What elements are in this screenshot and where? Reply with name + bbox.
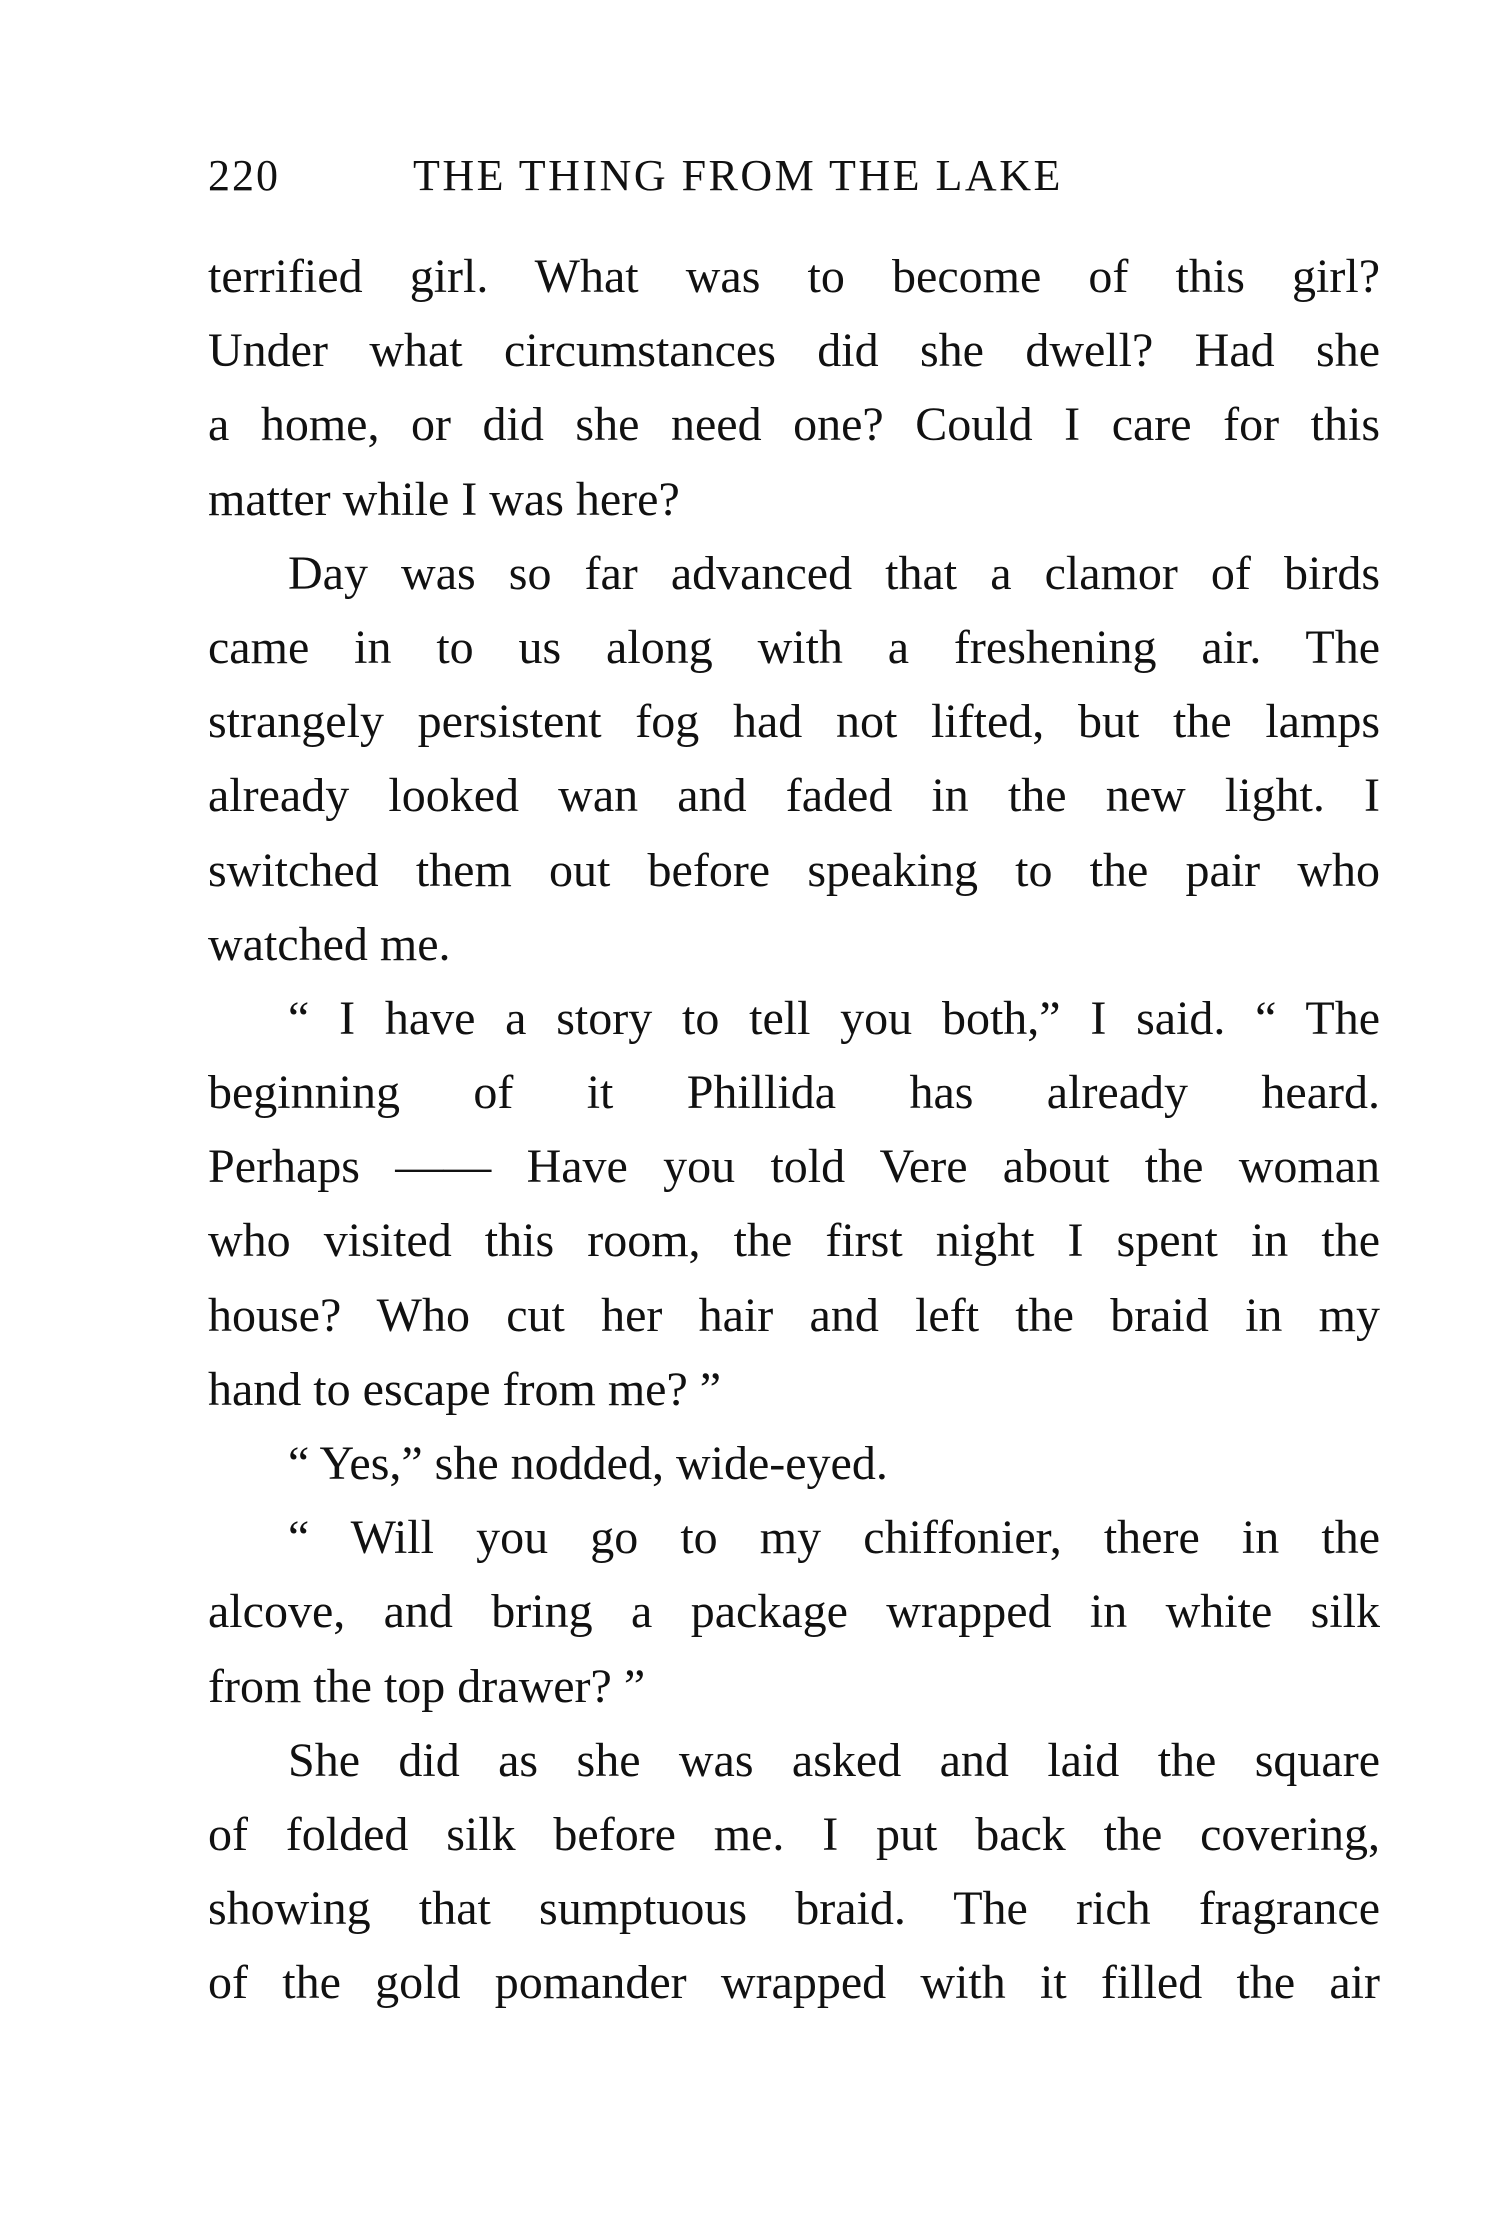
text-line: came in to us along with a freshening air. The xyxy=(208,620,1380,674)
body-text xyxy=(208,240,1380,2021)
text-line: of the gold pomander wrapped with it filled the air xyxy=(208,1956,1380,2010)
text-line: a home, or did she need one? Could I care for this xyxy=(208,398,1380,452)
text-line: showing that sumptuous braid. The rich fragrance xyxy=(208,1882,1380,1936)
running-head xyxy=(208,150,1380,210)
text-line: switched them out before speaking to the pair who xyxy=(208,843,1380,897)
text-line: Day was so far advanced that a clamor of birds xyxy=(288,546,1380,600)
text-line: house? Who cut her hair and left the braid in my xyxy=(208,1288,1380,1342)
text-line: hand to escape from me? ” xyxy=(208,1362,722,1416)
text-line: watched me. xyxy=(208,917,451,971)
page-number: 220 xyxy=(208,151,280,200)
text-line: who visited this room, the first night I spent in the xyxy=(208,1214,1380,1268)
text-line: from the top drawer? ” xyxy=(208,1659,646,1713)
text-line: strangely persistent fog had not lifted, but the lamps xyxy=(208,695,1380,749)
text-line: Perhaps —— Have you told Vere about the woman xyxy=(208,1140,1380,1194)
text-line: beginning of it Phillida has already heard. xyxy=(208,1066,1380,1120)
text-line: of folded silk before me. I put back the covering, xyxy=(208,1807,1380,1861)
text-line: “ I have a story to tell you both,” I said. “ The xyxy=(288,991,1380,1045)
text-line: already looked wan and faded in the new light. I xyxy=(208,769,1380,823)
text-line: alcove, and bring a package wrapped in white silk xyxy=(208,1585,1380,1639)
text-line: “ Yes,” she nodded, wide-eyed. xyxy=(288,1437,888,1490)
text-line: terrified girl. What was to become of this girl? xyxy=(208,250,1380,303)
text-line: “ Will you go to my chiffonier, there in the xyxy=(288,1511,1380,1565)
book-title: THE THING FROM THE LAKE xyxy=(413,151,1063,200)
text-line: She did as she was asked and laid the square xyxy=(288,1733,1380,1787)
text-line: Under what circumstances did she dwell? Had she xyxy=(208,324,1380,378)
text-line: matter while I was here? xyxy=(208,472,680,526)
